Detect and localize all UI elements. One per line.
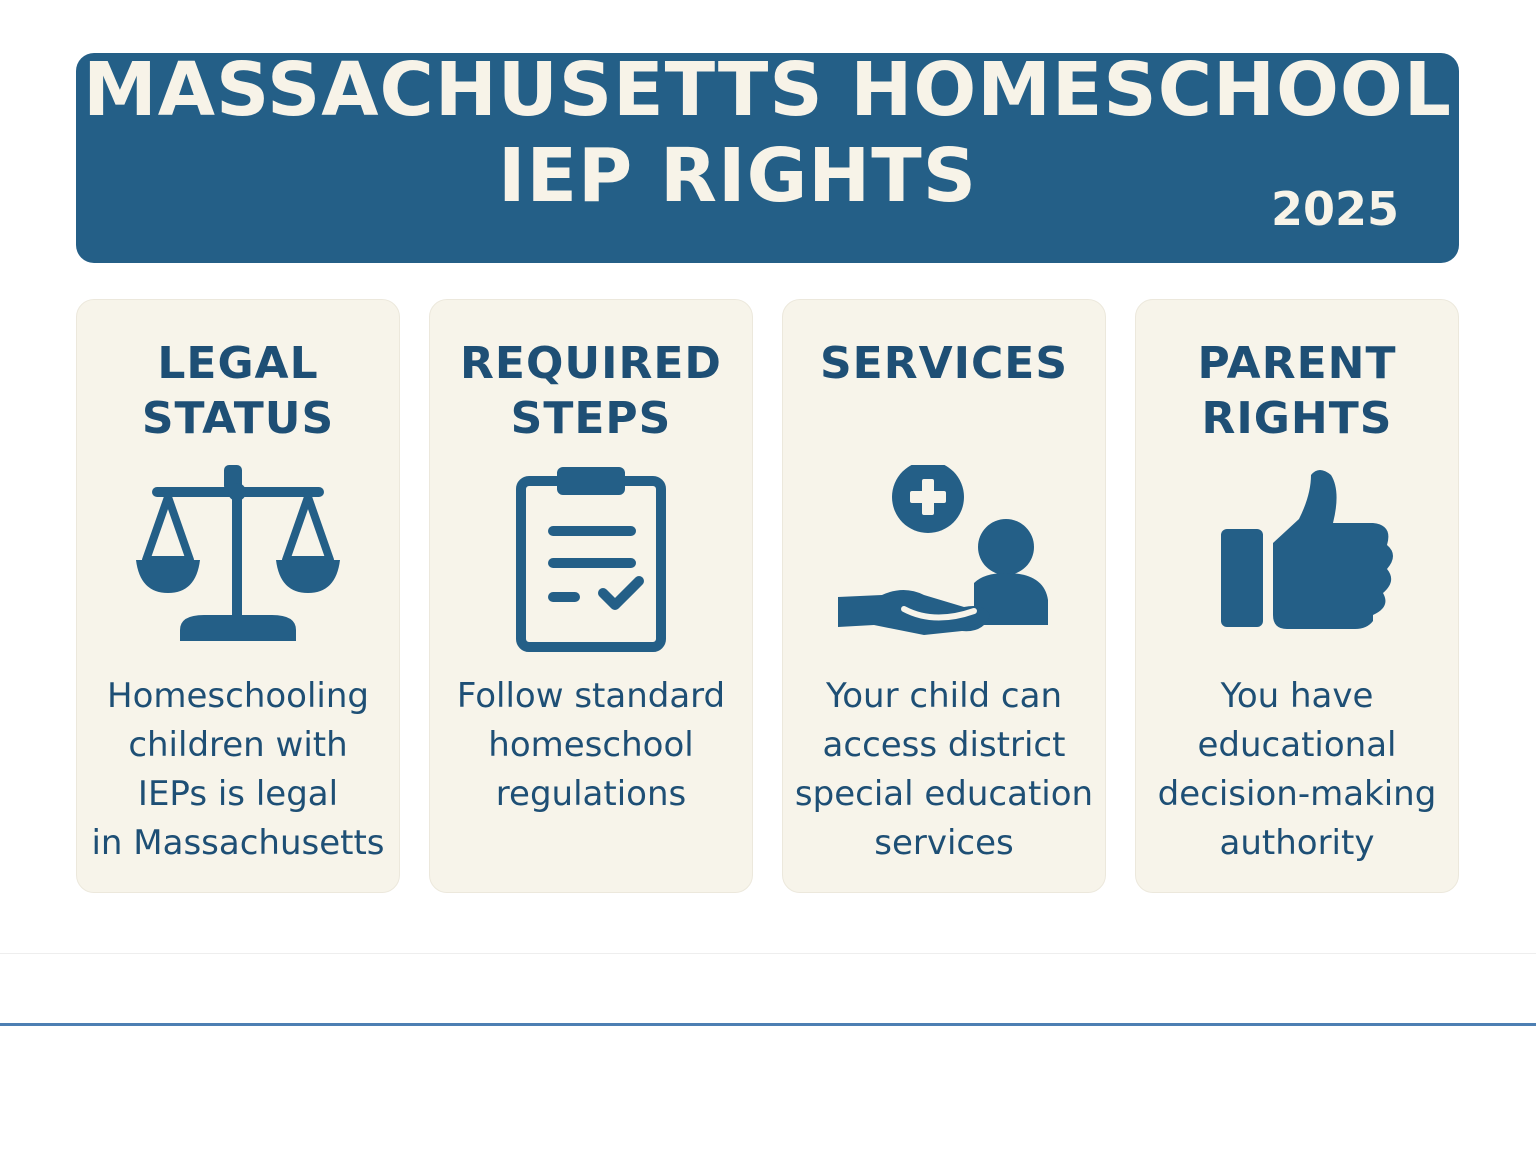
card-title-line: SERVICES (819, 338, 1069, 389)
card-parent-rights (1135, 299, 1459, 893)
card-text-line: special education (794, 774, 1094, 814)
page-title-line-2: IEP RIGHTS (497, 133, 978, 219)
card-title (430, 336, 752, 446)
card-text-line: regulations (495, 774, 687, 814)
card-title-line: STATUS (141, 393, 335, 444)
card-text-line: Follow standard (456, 676, 726, 716)
card-text-line: You have (1220, 676, 1374, 716)
card-text-line: homeschool (488, 725, 694, 765)
card-description (77, 672, 399, 868)
divider-light (0, 953, 1536, 954)
card-title-line: PARENT (1197, 338, 1397, 389)
card-description (1136, 672, 1458, 868)
header-banner (76, 47, 1459, 263)
card-text-line: authority (1219, 823, 1375, 863)
thumbs-up-icon (1187, 465, 1407, 655)
card-description (430, 672, 752, 819)
card-required-steps (429, 299, 753, 893)
card-title (783, 336, 1105, 391)
card-title-line: STEPS (510, 393, 672, 444)
divider-blue (0, 1023, 1536, 1026)
card-title-line: LEGAL (157, 338, 319, 389)
card-title-line: REQUIRED (460, 338, 722, 389)
scales-of-justice-icon (128, 465, 348, 655)
card-title (77, 336, 399, 446)
year-label: 2025 (1270, 182, 1399, 236)
card-text-line: educational (1197, 725, 1397, 765)
card-text-line: children with (128, 725, 348, 765)
card-legal-status (76, 299, 400, 893)
card-text-line: Homeschooling (107, 676, 369, 716)
card-text-line: services (874, 823, 1014, 863)
card-services (782, 299, 1106, 893)
card-text-line: access district (822, 725, 1066, 765)
card-title (1136, 336, 1458, 446)
card-description (783, 672, 1105, 868)
card-text-line: Your child can (826, 676, 1062, 716)
clipboard-checklist-icon (481, 465, 701, 655)
card-text-line: decision-making (1157, 774, 1437, 814)
card-text-line: in Massachusetts (91, 823, 385, 863)
card-title-line: RIGHTS (1201, 393, 1393, 444)
card-text-line: IEPs is legal (137, 774, 339, 814)
helping-hand-medical-icon (834, 465, 1054, 655)
page-title-line-1: MASSACHUSETTS HOMESCHOOL (83, 47, 1452, 133)
info-cards (76, 299, 1459, 893)
